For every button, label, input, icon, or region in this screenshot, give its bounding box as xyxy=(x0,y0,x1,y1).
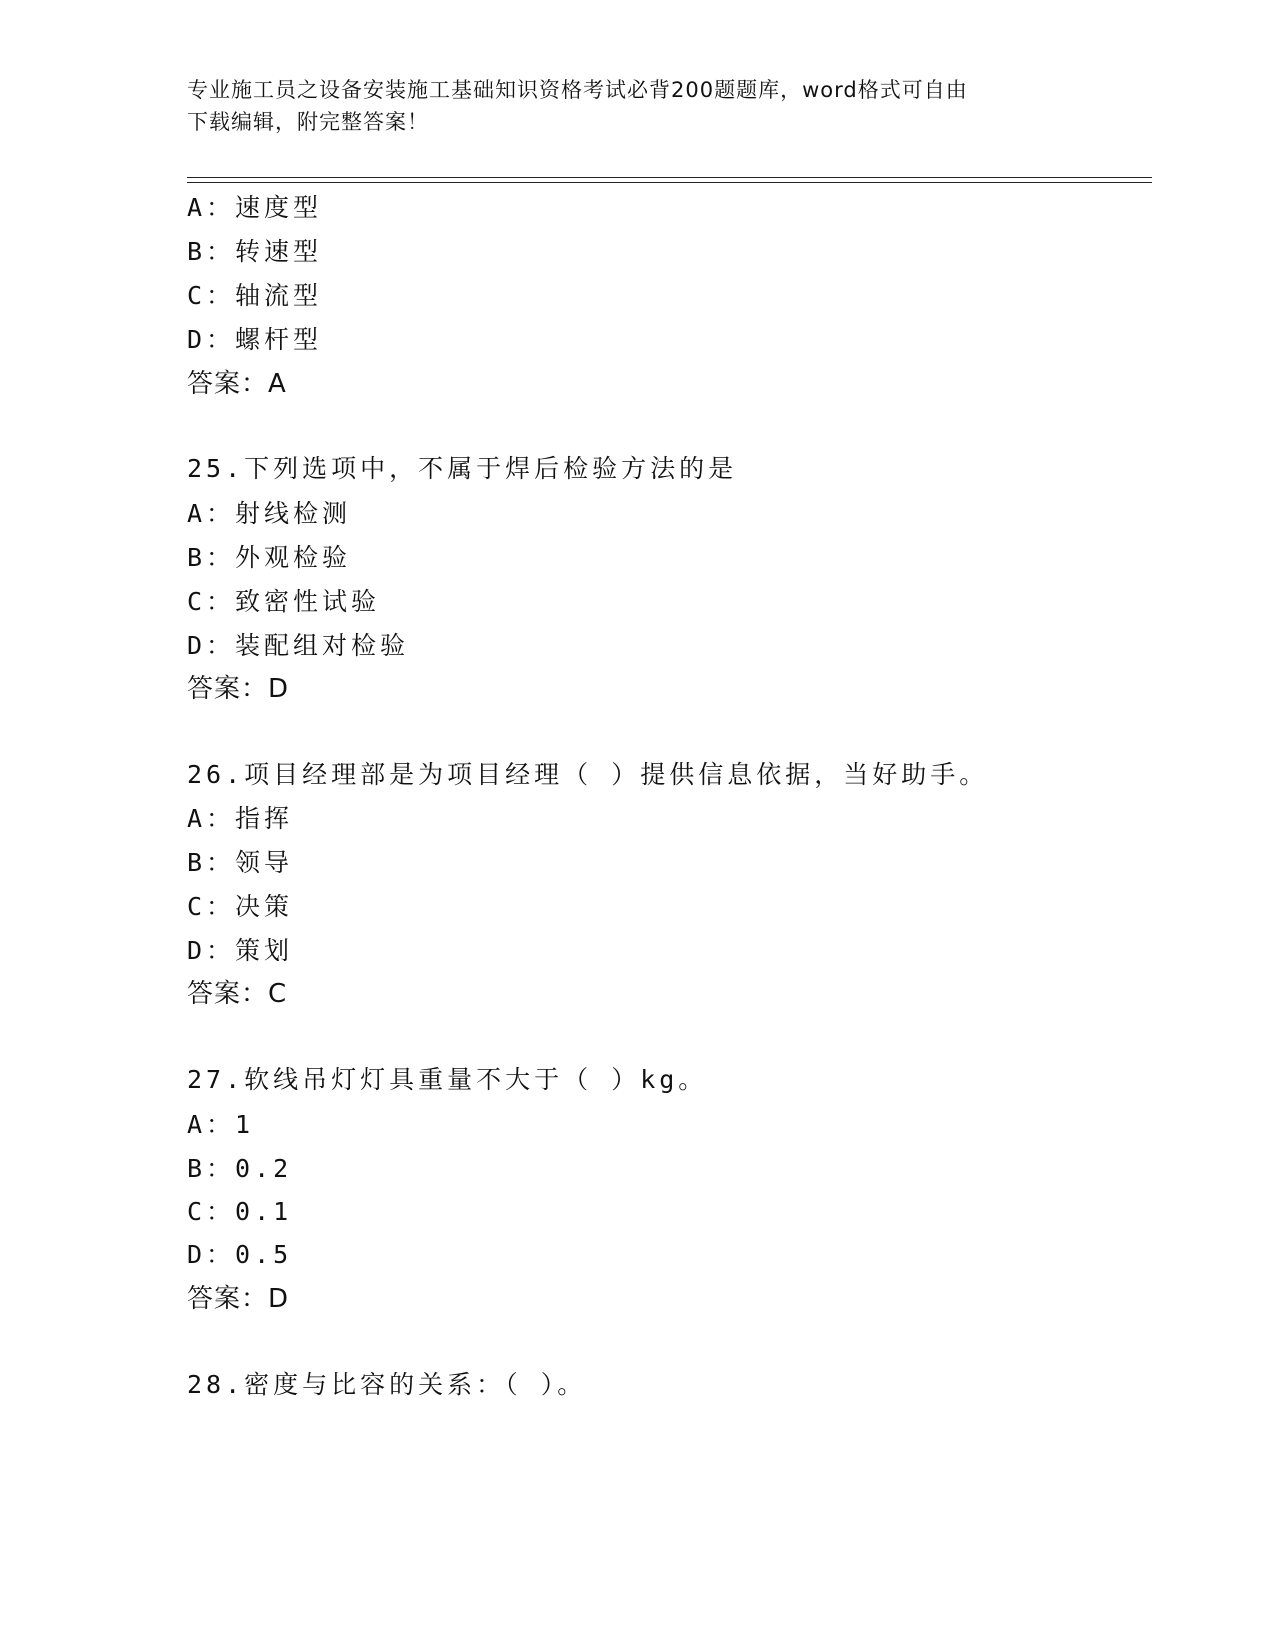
option-a: A：指挥 xyxy=(187,804,294,833)
question-25: 25.下列选项中，不属于焊后检验方法的是 xyxy=(187,454,738,483)
header-line-2: 下载编辑，附完整答案！ xyxy=(187,110,429,134)
option-d: D：0.5 xyxy=(187,1240,293,1269)
option-b: B：转速型 xyxy=(187,237,323,266)
option-a: A：射线检测 xyxy=(187,499,352,528)
answer-line: 答案：A xyxy=(187,369,287,399)
answer-line: 答案：D xyxy=(187,674,290,704)
option-c: C：致密性试验 xyxy=(187,587,381,616)
option-a: A：速度型 xyxy=(187,193,323,222)
answer-line: 答案：D xyxy=(187,1284,290,1314)
option-d: D：螺杆型 xyxy=(187,325,323,354)
option-a: A：1 xyxy=(187,1110,255,1139)
question-28: 28.密度与比容的关系：（ ）。 xyxy=(187,1370,587,1399)
option-d: D：策划 xyxy=(187,936,294,965)
option-b: B：领导 xyxy=(187,848,294,877)
option-c: C：决策 xyxy=(187,892,294,921)
option-d: D：装配组对检验 xyxy=(187,631,410,660)
option-b: B：0.2 xyxy=(187,1154,293,1183)
header-divider-top xyxy=(187,177,1152,178)
answer-line: 答案：C xyxy=(187,979,288,1009)
option-c: C：0.1 xyxy=(187,1197,293,1226)
question-27: 27.软线吊灯灯具重量不大于（ ）kg。 xyxy=(187,1065,708,1094)
option-b: B：外观检验 xyxy=(187,543,352,572)
document-header xyxy=(187,74,1067,138)
header-line-1: 专业施工员之设备安装施工基础知识资格考试必背200题题库，word格式可自由 xyxy=(187,78,968,102)
header-divider-bottom xyxy=(187,182,1152,183)
question-26: 26.项目经理部是为项目经理（ ）提供信息依据，当好助手。 xyxy=(187,760,989,789)
option-c: C：轴流型 xyxy=(187,281,323,310)
